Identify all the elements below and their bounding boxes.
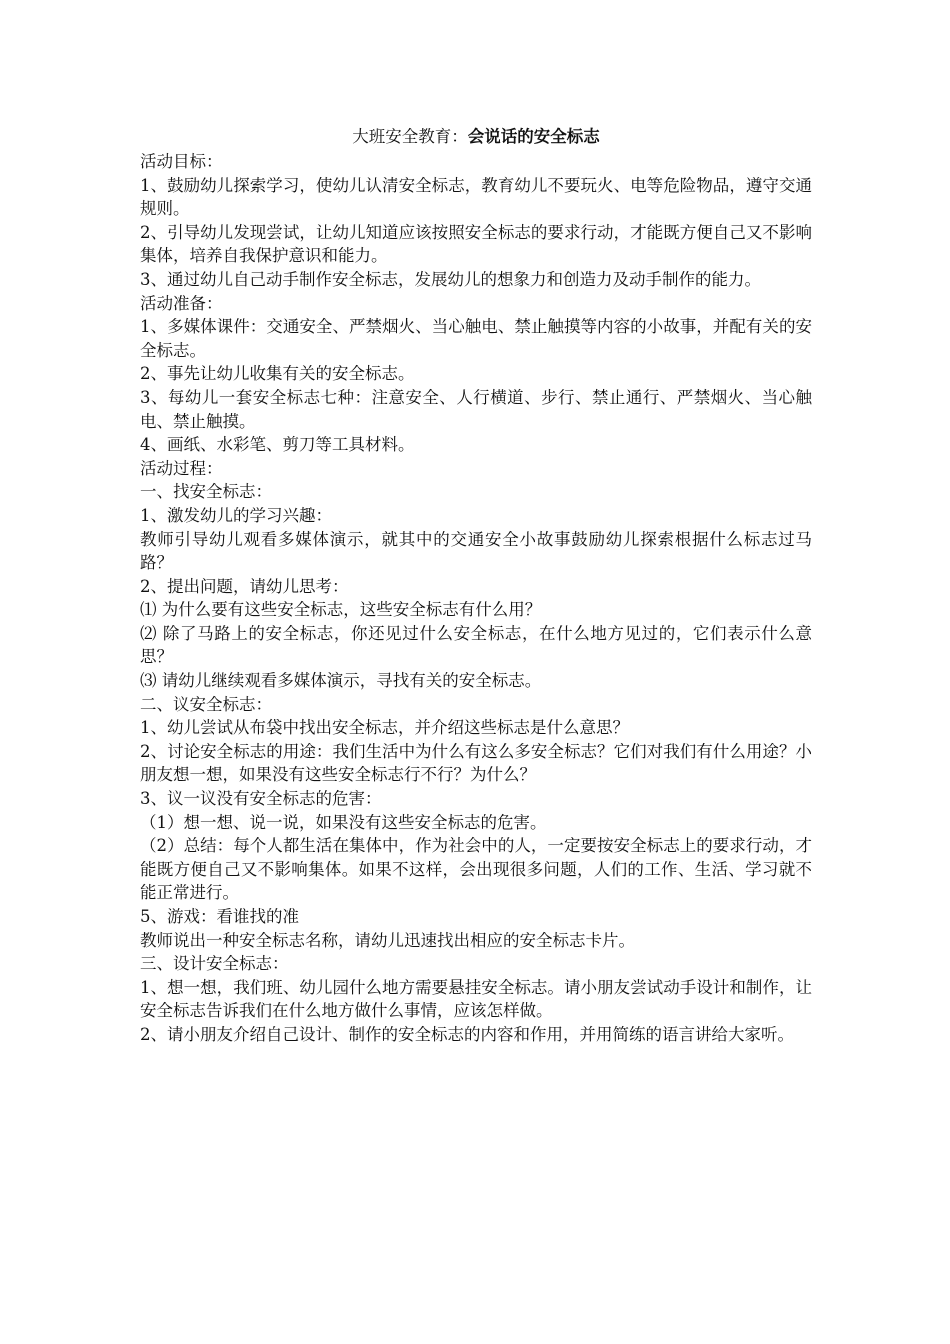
paragraph: 1、鼓励幼儿探索学习，使幼儿认清安全标志，教育幼儿不要玩火、电等危险物品，遵守交通规则。 [140, 175, 812, 219]
paragraph: 1、激发幼儿的学习兴趣： [140, 505, 332, 525]
paragraph: 2、请小朋友介绍自己设计、制作的安全标志的内容和作用，并用简练的语言讲给大家听。 [140, 1024, 794, 1044]
paragraph: 活动准备： [140, 293, 223, 313]
paragraph: 4、画纸、水彩笔、剪刀等工具材料。 [140, 435, 415, 455]
document-page [140, 124, 812, 1047]
paragraph: ⑵ 除了马路上的安全标志，你还见过什么安全标志，在什么地方见过的，它们表示什么意思？ [140, 623, 812, 667]
paragraph: ⑶ 请幼儿继续观看多媒体演示，寻找有关的安全标志。 [140, 671, 542, 691]
paragraph: 1、想一想，我们班、幼儿园什么地方需要悬挂安全标志。请小朋友尝试动手设计和制作，让安全标志告诉我们在什么地方做什么事情，应该怎样做。 [140, 977, 812, 1021]
title-prefix: 大班安全教育： [352, 127, 468, 146]
paragraph: （1）想一想、说一说，如果没有这些安全标志的危害。 [140, 812, 547, 832]
paragraph: 教师说出一种安全标志名称，请幼儿迅速找出相应的安全标志卡片。 [140, 930, 635, 950]
document-body [140, 150, 812, 1047]
paragraph: 教师引导幼儿观看多媒体演示，就其中的交通安全小故事鼓励幼儿探索根据什么标志过马路？ [140, 529, 812, 573]
paragraph: 5、游戏：看谁找的准 [140, 907, 299, 926]
paragraph: 活动过程： [140, 458, 223, 478]
paragraph: 二、议安全标志： [140, 694, 272, 714]
paragraph: 3、通过幼儿自己动手制作安全标志，发展幼儿的想象力和创造力及动手制作的能力。 [140, 269, 761, 289]
paragraph: （2）总结：每个人都生活在集体中，作为社会中的人，一定要按安全标志上的要求行动，才能既方便自己又不影响集体。如果不这样，会出现很多问题，人们的工作、生活、学习就不能正常进行。 [140, 836, 812, 903]
paragraph: 三、设计安全标志： [140, 954, 289, 974]
paragraph: 2、提出问题，请幼儿思考： [140, 576, 349, 596]
paragraph: ⑴ 为什么要有这些安全标志，这些安全标志有什么用？ [140, 600, 542, 620]
document-title [140, 124, 812, 150]
paragraph: 1、多媒体课件：交通安全、严禁烟火、当心触电、禁止触摸等内容的小故事，并配有关的安全标志。 [140, 317, 812, 360]
paragraph: 一、找安全标志： [140, 482, 272, 502]
paragraph: 3、议一议没有安全标志的危害： [140, 789, 382, 809]
paragraph: 1、幼儿尝试从布袋中找出安全标志，并介绍这些标志是什么意思？ [140, 718, 629, 738]
title-main: 会说话的安全标志 [467, 127, 600, 146]
paragraph: 活动目标： [140, 152, 223, 171]
paragraph: 3、每幼儿一套安全标志七种：注意安全、人行横道、步行、禁止通行、严禁烟火、当心触电、禁止触摸。 [140, 387, 812, 431]
paragraph: 2、事先让幼儿收集有关的安全标志。 [140, 364, 415, 384]
paragraph: 2、引导幼儿发现尝试，让幼儿知道应该按照安全标志的要求行动，才能既方便自己又不影响集体，培养自我保护意识和能力。 [140, 222, 812, 266]
paragraph: 2、讨论安全标志的用途：我们生活中为什么有这么多安全标志？它们对我们有什么用途？小朋友想一想，如果没有这些安全标志行不行？为什么？ [140, 741, 812, 785]
